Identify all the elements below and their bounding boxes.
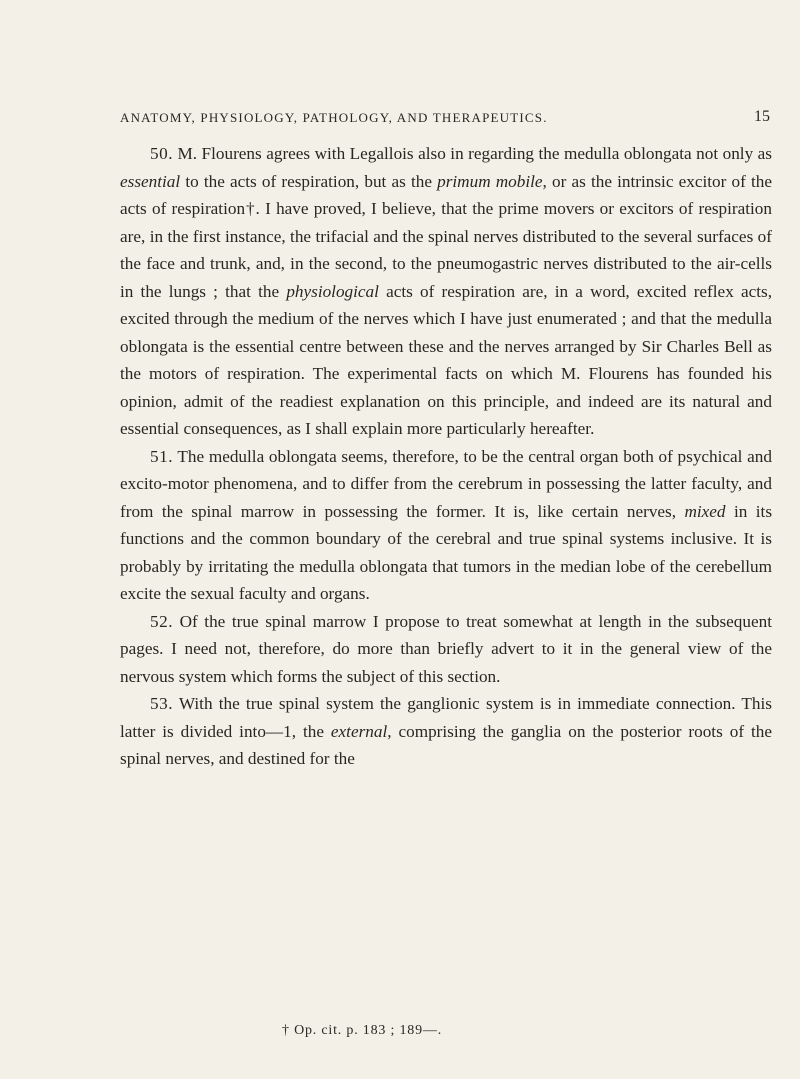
paragraph-number: 52. [150, 611, 173, 631]
running-title: ANATOMY, PHYSIOLOGY, PATHOLOGY, AND THERAPEUTICS. [120, 110, 548, 125]
body-text [120, 140, 772, 773]
paragraph-52 [120, 608, 772, 691]
footnote: † Op. cit. p. 183 ; 189—. [282, 1023, 442, 1038]
paragraph-text: acts of respiration are, in a word, excited reflex acts, excited through the medium of the nerves which I have just enumerated ; and that the medulla oblongata is the essential centre between these and the nerves arranged by Sir Charles Bell as the motors of respiration. The experimental facts on which M. Flourens has founded his opinion, admit of the readiest explanation on this principle, and indeed are its natural and essential consequences, as I shall explain more particularly hereafter. [120, 281, 772, 438]
paragraph-text: With the true spinal system the ganglionic system is in immediate connection. This latter is divided into—1, the [120, 694, 772, 741]
paragraph-text: in its functions and the common boundary of the cerebral and true spinal systems inclusive. It is probably by irritating the medulla oblongata that tumors in the median lobe of the cerebellum excite the sexual faculty and organs. [120, 501, 773, 603]
paragraph-53 [120, 690, 772, 773]
paragraph-number: 53. [150, 694, 173, 713]
italic-term: physiological [286, 281, 379, 301]
paragraph-number: 51. [150, 446, 173, 466]
italic-term: essential [120, 171, 181, 191]
running-head [110, 110, 770, 130]
page-number: 15 [754, 108, 770, 125]
paragraph-text: M. Flourens agrees with Legallois also in regarding the medulla oblongata not only as [172, 144, 772, 163]
paragraph-text: , or as the intrinsic excitor of the acts of respiration†. I have proved, I believe, that the prime movers or excitors of respiration are, in the first instance, the trifacial and the spinal nerves distributed to the several surfaces of the face and trunk, and, in the second, to the pneumogastric nerves distributed to the air-cells in the lungs ; that the [120, 171, 772, 301]
paragraph-50 [120, 140, 772, 443]
italic-term: external [330, 721, 388, 741]
italic-term: primum mobile [437, 171, 543, 191]
paragraph-51 [120, 443, 772, 608]
paragraph-text: to the acts of respiration, but as the [180, 171, 438, 191]
paragraph-text: Of the true spinal marrow I propose to treat somewhat at length in the subsequent pages. I need not, therefore, do more than briefly advert to it in the general view of the nervous system which forms the subject of this section. [120, 611, 772, 686]
paragraph-text: The medulla oblongata seems, therefore, to be the central organ both of psychical and excito-motor phenomena, and to differ from the cerebrum in possessing the latter faculty, and from the spinal marrow in possessing the former. It is, like certain nerves, [120, 446, 772, 521]
paragraph-text: , comprising the ganglia on the posterior roots of the spinal nerves, and destined for the [120, 721, 772, 768]
paragraph-number: 50. [150, 144, 173, 163]
italic-term: mixed [684, 501, 726, 521]
